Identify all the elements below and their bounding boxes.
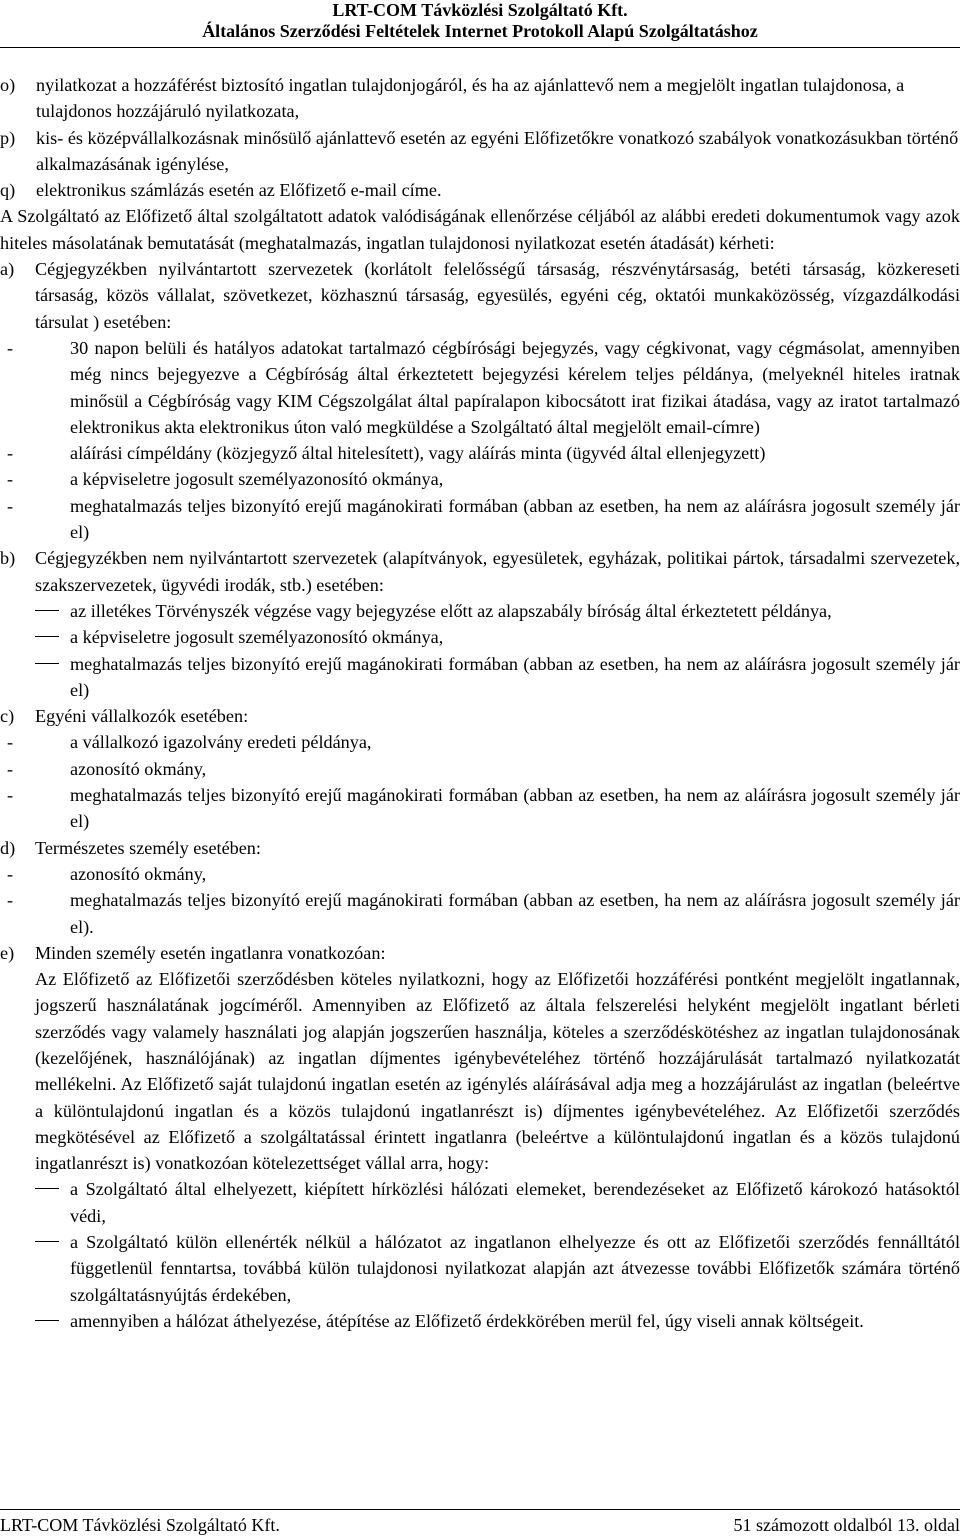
section-e-item	[0, 1308, 960, 1334]
item-text: azonosító okmány,	[70, 758, 207, 779]
list-item-q	[0, 177, 960, 203]
item-text: aláírási címpéldány (közjegyző által hitelesített), vagy aláírás minta (ügyvéd által ellenjegyzett)	[70, 443, 766, 464]
item-text: azonosító okmány,	[70, 863, 207, 884]
item-text: meghatalmazás teljes bizonyító erejű magánokirati formában (abban az esetben, ha nem az aláírásra jogosult személy jár el)	[70, 653, 960, 700]
dash-bullet	[35, 651, 70, 704]
hyphen-bullet: -	[7, 337, 14, 358]
section-b-item	[0, 598, 960, 624]
item-text: meghatalmazás teljes bizonyító erejű magánokirati formában (abban az esetben, ha nem az aláírásra jogosult személy jár el)	[70, 495, 960, 543]
section-e-item	[0, 1176, 960, 1229]
section-e-item	[0, 1229, 960, 1308]
item-text: 30 napon belüli és hatályos adatokat tartalmazó cégbírósági bejegyzés, vagy cégkivonat, vagy cégmásolat, amennyiben még nincs bejegyezve a Cégbíróság által érkeztetett bejegyzési kérelem teljes példánya, (melyeknél hiteles iratnak minősül a Cégbíróság vagy KIM Cégszolgálat által papíralapon kibocsátott irat fizikai átadása, vagy az iratot tartalmazó elektronikus akta elektronikus úton való megküldése a Szolgáltató által megjelölt email-címre)	[70, 337, 960, 437]
hyphen-bullet: -	[7, 890, 14, 911]
section-c-item	[0, 782, 960, 835]
section-c-item	[0, 756, 960, 782]
section-b-item	[0, 624, 960, 650]
list-text: elektronikus számlázás esetén az Előfizető e-mail címe.	[36, 180, 442, 201]
section-d-item	[0, 861, 960, 887]
section-c-item	[0, 729, 960, 755]
header-rule	[0, 47, 960, 48]
section-c	[0, 703, 960, 729]
footer-page-number: 51 számozott oldalból 13. oldal	[733, 1515, 960, 1535]
item-text: meghatalmazás teljes bizonyító erejű magánokirati formában (abban az esetben, ha nem az aláírásra jogosult személy jár el).	[70, 890, 960, 937]
list-item-o	[0, 72, 960, 125]
section-marker: a)	[0, 259, 15, 280]
hyphen-bullet: -	[7, 495, 14, 516]
item-text: a Szolgáltató által elhelyezett, kiépített hírközlési hálózati elemeket, berendezéseket az Előfizető károkozó hatásoktól védi,	[70, 1179, 960, 1226]
page-footer	[0, 1512, 960, 1538]
section-text: Minden személy esetén ingatlanra vonatkozóan:	[35, 942, 386, 963]
section-a-item	[0, 440, 960, 466]
document-body	[0, 72, 960, 1334]
section-b-item	[0, 651, 960, 704]
section-text: Cégjegyzékben nem nyilvántartott szervezetek (alapítványok, egyesületek, egyházak, politikai pártok, társadalmi szervezetek, szakszervezetek, ügyvédi irodák, stb.) esetében:	[35, 548, 960, 595]
section-d	[0, 835, 960, 861]
section-b	[0, 545, 960, 598]
list-marker: o)	[0, 75, 16, 95]
dash-bullet	[35, 624, 70, 650]
section-text: Természetes személy esetében:	[35, 837, 261, 858]
list-marker: p)	[0, 127, 16, 148]
dash-bullet	[35, 1308, 70, 1334]
footer-rule	[0, 1509, 960, 1510]
main-paragraph: A Szolgáltató az Előfizető által szolgáltatott adatok valódiságának ellenőrzése céljából az alábbi eredeti dokumentumok vagy azok hiteles másolatának bemutatását (meghatalmazás, ingatlan tulajdonosi nyilatkozat esetén átadását) kérheti:	[0, 206, 960, 253]
list-text: kis- és középvállalkozásnak minősülő ajánlattevő esetén az egyéni Előfizetőkre vonatkozó szabályok vonatkozásukban történő alkalmazásának igénylése,	[36, 127, 959, 174]
section-e-paragraph: Az Előfizető az Előfizetői szerződésben köteles nyilatkozni, hogy az Előfizetői hozzáférési pontként megjelölt ingatlannak, jogszerű használatának jogcíméről. Amennyiben az Előfizető az általa felszerelési helyként megjelölt ingatlant bérleti szerződés vagy valamely használati jog alapján jogszerűen használja, köteles a szerződéskötéshez az ingatlan tulajdonosának (kezelőjének, használójának) az ingatlan díjmentes igénybevételéhez történő hozzájárulását tartalmazó nyilatkozatát mellékelni. Az Előfizető saját tulajdonú ingatlan esetén az igénylés aláírásával adja meg a hozzájárulást az ingatlan (beleértve a különtulajdonú ingatlan és a közös tulajdonú ingatlanrészt is) díjmentes igénybevételéhez. Az Előfizetői szerződés megkötésével az Előfizető a szolgáltatással érintett ingatlanra (beleértve a különtulajdonú ingatlan és a közös tulajdonú ingatlanrészt is) vonatkozóan kötelezettséget vállal arra, hogy:	[35, 969, 960, 1174]
hyphen-bullet: -	[7, 758, 14, 779]
item-text: a képviseletre jogosult személyazonosító okmánya,	[70, 627, 444, 648]
dash-bullet	[35, 1229, 70, 1308]
header-company: LRT-COM Távközlési Szolgáltató Kft.	[332, 0, 628, 20]
dash-bullet	[35, 1176, 70, 1229]
header-subtitle: Általános Szerződési Feltételek Internet Protokoll Alapú Szolgáltatáshoz	[202, 21, 758, 41]
item-text: a Szolgáltató külön ellenérték nélkül a hálózatot az ingatlanon elhelyezze és ott az Előfizetői szerződés fennálltától függetlenül fenntartsa, továbbá külön tulajdonosi nyilatkozat alapján azt átvezesse további Előfizetők számára történő szolgáltatásnyújtás érdekében,	[70, 1232, 960, 1305]
hyphen-bullet: -	[7, 863, 14, 884]
list-marker: q)	[0, 180, 16, 201]
section-a-item	[0, 466, 960, 492]
footer-company: LRT-COM Távközlési Szolgáltató Kft.	[0, 1515, 280, 1535]
item-text: meghatalmazás teljes bizonyító erejű magánokirati formában (abban az esetben, ha nem az aláírásra jogosult személy jár el)	[70, 785, 960, 832]
section-marker: c)	[0, 706, 15, 727]
section-a	[0, 256, 960, 335]
item-text: a képviseletre jogosult személyazonosító okmánya,	[70, 469, 444, 490]
section-a-item	[0, 335, 960, 440]
section-text: Egyéni vállalkozók esetében:	[35, 706, 249, 727]
item-text: amennyiben a hálózat áthelyezése, átépítése az Előfizető érdekkörében merül fel, úgy viseli annak költségeit.	[70, 1310, 864, 1331]
section-text: Cégjegyzékben nyilvántartott szervezetek (korlátolt felelősségű társaság, részvénytársaság, betéti társaság, közkereseti társaság, közös vállalat, szövetkezet, közhasznú társaság, egyesülés, egyéni cég, oktatói munkaközösség, vízgazdálkodási társulat ) esetében:	[35, 259, 960, 332]
section-e	[0, 940, 960, 966]
section-a-item	[0, 493, 960, 546]
section-d-item	[0, 887, 960, 940]
list-item-p	[0, 125, 960, 178]
hyphen-bullet: -	[7, 469, 14, 490]
hyphen-bullet: -	[7, 785, 14, 806]
section-marker: e)	[0, 942, 15, 963]
section-marker: b)	[0, 548, 16, 569]
section-marker: d)	[0, 837, 16, 858]
item-text: az illetékes Törvényszék végzése vagy bejegyzése előtt az alapszabály bíróság által érkeztetett példánya,	[70, 600, 832, 621]
item-text: a vállalkozó igazolvány eredeti példánya,	[70, 732, 372, 753]
hyphen-bullet: -	[7, 732, 14, 753]
list-text: nyilatkozat a hozzáférést biztosító ingatlan tulajdonjogáról, és ha az ajánlattevő nem a megjelölt ingatlan tulajdonosa, a tulajdonos hozzájáruló nyilatkozata,	[36, 75, 905, 122]
page-header	[0, 0, 960, 42]
dash-bullet	[35, 598, 70, 624]
hyphen-bullet: -	[7, 443, 14, 464]
